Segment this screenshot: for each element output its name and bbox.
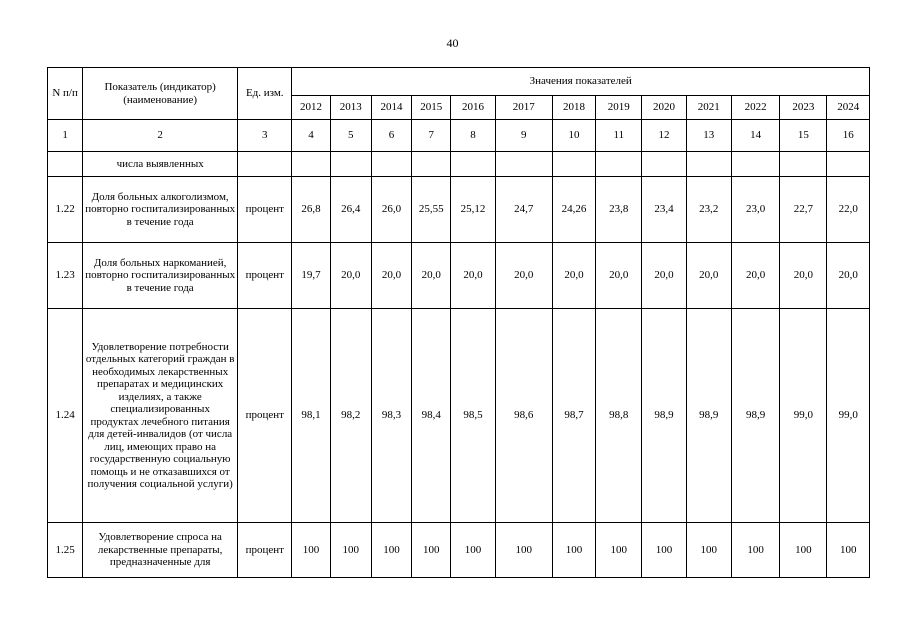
row-value: 22,0 — [827, 177, 870, 243]
row-num: 1.23 — [48, 243, 83, 309]
row-name: Доля больных алкоголизмом, повторно госпитализированных в течение года — [83, 177, 238, 243]
row-value: 100 — [686, 523, 731, 578]
row-value — [642, 152, 686, 177]
header-year: 2024 — [827, 96, 870, 120]
header-year: 2012 — [292, 96, 330, 120]
row-value — [371, 152, 411, 177]
row-value: 100 — [412, 523, 451, 578]
row-value: 26,8 — [292, 177, 330, 243]
column-number: 1 — [48, 120, 83, 152]
row-value — [292, 152, 330, 177]
column-number: 9 — [495, 120, 552, 152]
column-number: 10 — [552, 120, 595, 152]
header-year: 2014 — [371, 96, 411, 120]
row-value: 23,4 — [642, 177, 686, 243]
row-value: 20,0 — [495, 243, 552, 309]
row-value — [552, 152, 595, 177]
row-value: 20,0 — [731, 243, 779, 309]
row-value — [451, 152, 495, 177]
column-number: 2 — [83, 120, 238, 152]
column-number: 4 — [292, 120, 330, 152]
header-name: Показатель (индикатор) (наименование) — [83, 68, 238, 120]
row-value — [827, 152, 870, 177]
row-value: 100 — [827, 523, 870, 578]
column-number: 6 — [371, 120, 411, 152]
row-value: 20,0 — [552, 243, 595, 309]
row-value: 100 — [371, 523, 411, 578]
row-value — [780, 152, 827, 177]
header-year: 2013 — [330, 96, 371, 120]
row-value: 20,0 — [686, 243, 731, 309]
header-values-group: Значения показателей — [292, 68, 870, 96]
row-name: Доля больных наркоманией, повторно госпитализированных в течение года — [83, 243, 238, 309]
row-value: 98,9 — [686, 309, 731, 523]
header-year: 2019 — [596, 96, 642, 120]
row-value: 98,6 — [495, 309, 552, 523]
row-value: 22,7 — [780, 177, 827, 243]
row-value: 20,0 — [330, 243, 371, 309]
header-year: 2021 — [686, 96, 731, 120]
row-num: 1.22 — [48, 177, 83, 243]
row-value — [686, 152, 731, 177]
row-unit: процент — [238, 177, 292, 243]
table-row — [48, 152, 870, 177]
column-number: 15 — [780, 120, 827, 152]
table-row — [48, 309, 870, 523]
row-value: 25,55 — [412, 177, 451, 243]
row-value — [495, 152, 552, 177]
row-value: 25,12 — [451, 177, 495, 243]
row-value: 20,0 — [412, 243, 451, 309]
row-value: 98,9 — [642, 309, 686, 523]
row-value: 98,8 — [596, 309, 642, 523]
header-num: N п/п — [48, 68, 83, 120]
row-name: Удовлетворение потребности отдельных категорий граждан в необходимых лекарственных препаратах и медицинских изделиях, а также специализированных продуктах лечебного питания для детей-инвалидов (от числа лиц, имеющих право на государственную социальную помощь и не отказавшихся от получения социальной услуги) — [83, 309, 238, 523]
row-unit: процент — [238, 523, 292, 578]
row-value: 98,9 — [731, 309, 779, 523]
row-value — [596, 152, 642, 177]
header-year: 2022 — [731, 96, 779, 120]
row-num: 1.24 — [48, 309, 83, 523]
row-value: 23,8 — [596, 177, 642, 243]
column-number: 7 — [412, 120, 451, 152]
row-value: 20,0 — [451, 243, 495, 309]
row-value: 100 — [451, 523, 495, 578]
table-row — [48, 177, 870, 243]
row-value: 100 — [642, 523, 686, 578]
column-number: 13 — [686, 120, 731, 152]
column-number: 11 — [596, 120, 642, 152]
header-year: 2016 — [451, 96, 495, 120]
header-year: 2018 — [552, 96, 595, 120]
row-value — [731, 152, 779, 177]
row-value: 100 — [330, 523, 371, 578]
row-value: 98,3 — [371, 309, 411, 523]
row-value: 23,2 — [686, 177, 731, 243]
column-number: 8 — [451, 120, 495, 152]
row-value: 98,4 — [412, 309, 451, 523]
row-unit — [238, 152, 292, 177]
indicators-table — [47, 67, 870, 578]
row-value: 100 — [731, 523, 779, 578]
column-number: 12 — [642, 120, 686, 152]
row-value: 98,7 — [552, 309, 595, 523]
row-value: 20,0 — [780, 243, 827, 309]
row-value: 100 — [552, 523, 595, 578]
row-value: 20,0 — [642, 243, 686, 309]
row-value: 20,0 — [371, 243, 411, 309]
row-value: 100 — [495, 523, 552, 578]
row-value: 99,0 — [780, 309, 827, 523]
header-year: 2017 — [495, 96, 552, 120]
header-year: 2015 — [412, 96, 451, 120]
header-unit: Ед. изм. — [238, 68, 292, 120]
column-number: 16 — [827, 120, 870, 152]
row-value: 19,7 — [292, 243, 330, 309]
row-value — [412, 152, 451, 177]
row-value: 98,5 — [451, 309, 495, 523]
row-value: 20,0 — [827, 243, 870, 309]
row-value: 98,1 — [292, 309, 330, 523]
row-value: 100 — [596, 523, 642, 578]
row-name: числа выявленных — [83, 152, 238, 177]
row-value: 26,0 — [371, 177, 411, 243]
row-value: 26,4 — [330, 177, 371, 243]
row-value: 24,26 — [552, 177, 595, 243]
table-row — [48, 243, 870, 309]
row-value: 100 — [292, 523, 330, 578]
row-value: 98,2 — [330, 309, 371, 523]
column-number: 5 — [330, 120, 371, 152]
row-value: 24,7 — [495, 177, 552, 243]
row-value: 100 — [780, 523, 827, 578]
table-row — [48, 523, 870, 578]
column-number: 3 — [238, 120, 292, 152]
row-unit: процент — [238, 243, 292, 309]
column-number: 14 — [731, 120, 779, 152]
row-num — [48, 152, 83, 177]
header-year: 2023 — [780, 96, 827, 120]
row-value: 99,0 — [827, 309, 870, 523]
row-num: 1.25 — [48, 523, 83, 578]
row-value — [330, 152, 371, 177]
row-unit: процент — [238, 309, 292, 523]
page-number: 40 — [446, 36, 459, 50]
row-value: 20,0 — [596, 243, 642, 309]
row-value: 23,0 — [731, 177, 779, 243]
row-name: Удовлетворение спроса на лекарственные препараты, предназначенные для — [83, 523, 238, 578]
header-year: 2020 — [642, 96, 686, 120]
